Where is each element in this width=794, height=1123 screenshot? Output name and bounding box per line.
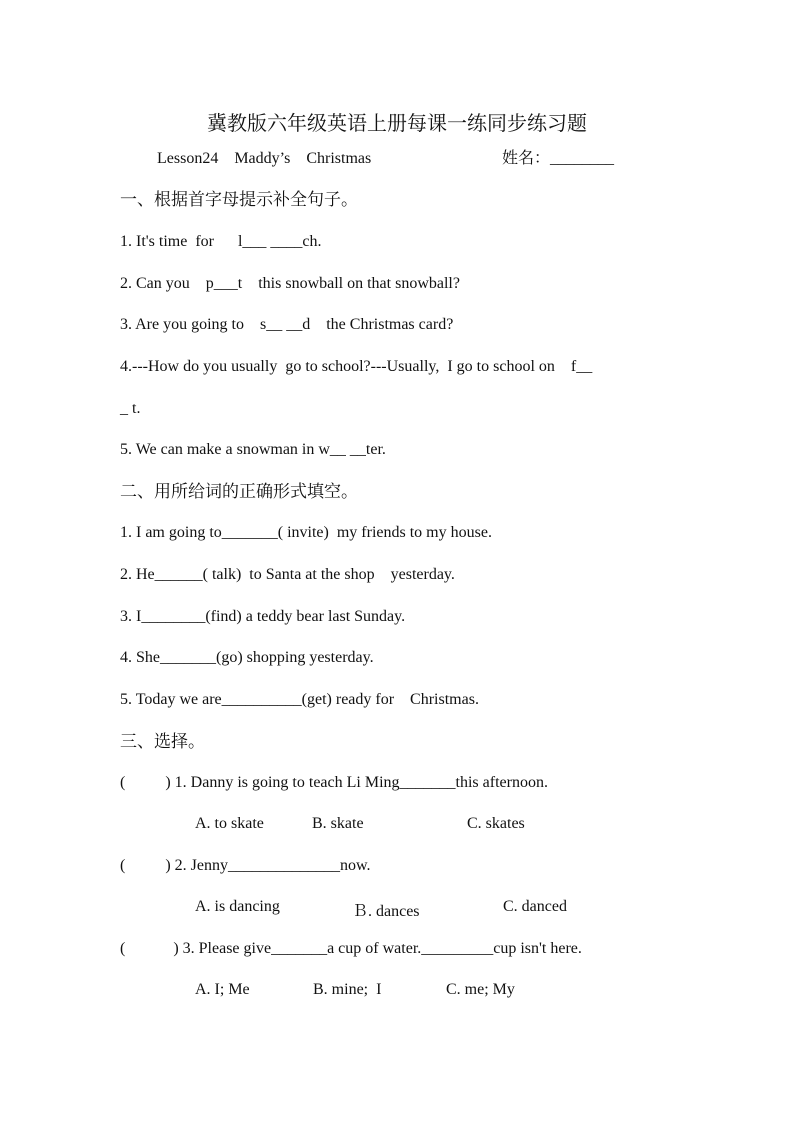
section2-item-4: 4. She_______(go) shopping yesterday. <box>120 649 374 666</box>
q2-option-b: Ｂ. dances <box>352 903 420 920</box>
section1-item-1: 1. It's time for l___ ____ch. <box>120 233 322 250</box>
q3-option-b: B. mine; I <box>313 981 382 998</box>
worksheet-title: 冀教版六年级英语上册每课一练同步练习题 <box>207 113 587 135</box>
section1-item-2: 2. Can you p___t this snowball on that snowball? <box>120 275 460 292</box>
q1-option-b: B. skate <box>312 815 364 832</box>
q2-option-c: C. danced <box>503 898 567 915</box>
section1-item-4: 4.---How do you usually go to school?---Usually, I go to school on f__ <box>120 358 593 375</box>
section2-heading: 二、用所给词的正确形式填空。 <box>120 482 358 501</box>
name-field-label: 姓名：________ <box>502 150 615 167</box>
section1-heading: 一、根据首字母提示补全句子。 <box>120 190 358 209</box>
section2-item-1: 1. I am going to_______( invite) my friends to my house. <box>120 524 492 541</box>
section3-question-1: ( ) 1. Danny is going to teach Li Ming_______this afternoon. <box>120 774 548 791</box>
section1-item-4-continued: _ t. <box>120 400 141 417</box>
section2-item-3: 3. I________(find) a teddy bear last Sunday. <box>120 608 406 625</box>
q1-option-a: A. to skate <box>195 815 264 832</box>
section1-item-3: 3. Are you going to s__ __d the Christmas card? <box>120 316 454 333</box>
lesson-title: Lesson24 Maddy’s Christmas <box>157 150 372 167</box>
section3-heading: 三、选择。 <box>120 732 205 751</box>
section3-question-2: ( ) 2. Jenny______________now. <box>120 857 371 874</box>
q2-option-a: A. is dancing <box>195 898 280 915</box>
q1-option-c: C. skates <box>467 815 525 832</box>
q3-option-a: A. I; Me <box>195 981 250 998</box>
section3-question-3: ( ) 3. Please give_______a cup of water._________cup isn't here. <box>120 940 582 957</box>
q3-option-c: C. me; My <box>446 981 515 998</box>
section2-item-5: 5. Today we are__________(get) ready for Christmas. <box>120 691 479 708</box>
section1-item-5: 5. We can make a snowman in w__ __ter. <box>120 441 386 458</box>
section2-item-2: 2. He______( talk) to Santa at the shop yesterday. <box>120 566 455 583</box>
